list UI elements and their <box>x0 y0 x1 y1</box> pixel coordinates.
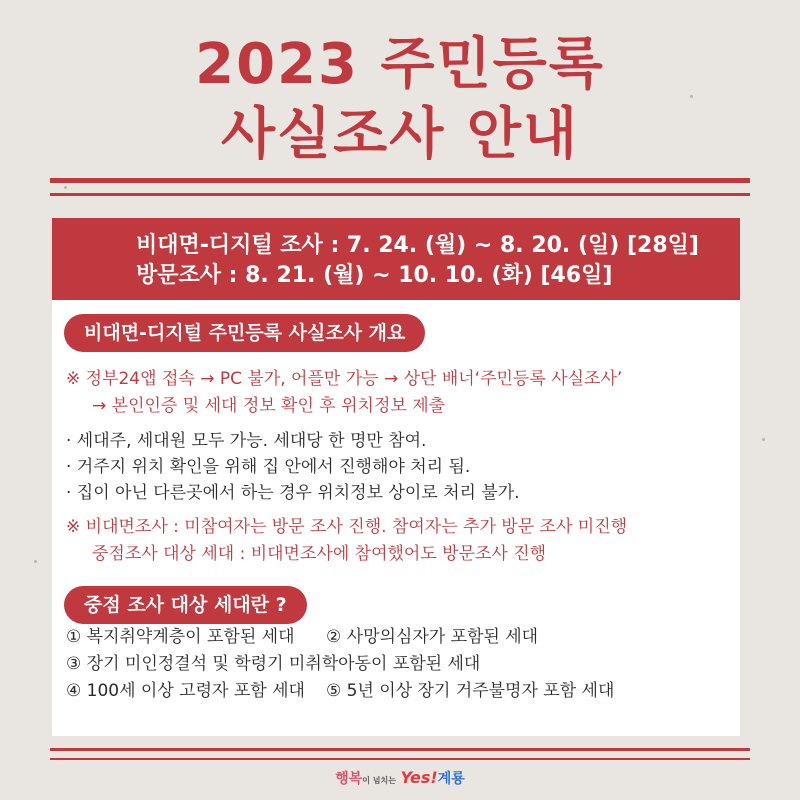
focus-item-5: ⑤ 5년 이상 장기 거주불명자 포함 세대 <box>326 681 615 701</box>
page-title-line1: 2023 주민등록 <box>195 32 605 97</box>
bullet-item: · 집이 아닌 다른곳에서 하는 경우 위치정보 상이로 처리 불가. <box>66 483 520 503</box>
logo-text-happy: 행복 <box>335 771 363 787</box>
focus-item-2: ② 사망의심자가 포함된 세대 <box>326 627 539 647</box>
logo-text-gyeryong: 계룡 <box>437 771 465 787</box>
logo-text-yes: Yes! <box>400 768 438 787</box>
focus-item-4: ④ 100세 이상 고령자 포함 세대 <box>66 681 305 701</box>
bottom-rule-thin <box>50 748 750 751</box>
logo-text-overflowing: 이 넘치는 <box>362 776 396 785</box>
schedule-digital: 비대면-디지털 조사 : 7. 24. (월) ~ 8. 20. (일) [28일] <box>136 233 699 258</box>
section-heading-focus: 중점 조사 대상 세대란 ? <box>64 586 307 624</box>
top-rule-thick <box>50 178 750 183</box>
note-focus-household: 중점조사 대상 세대 : 비대면조사에 참여했어도 방문조사 진행 <box>92 544 547 564</box>
paper-speck <box>34 560 37 563</box>
schedule-visit: 방문조사 : 8. 21. (월) ~ 10. 10. (화) [46일] <box>136 263 613 288</box>
paper-speck <box>762 438 765 441</box>
top-rule-thin <box>50 193 750 196</box>
bullet-item: · 거주지 위치 확인을 위해 집 안에서 진행해야 처리 됨. <box>66 457 471 477</box>
bottom-rule-thick <box>50 758 750 760</box>
note-verification: → 본인인증 및 세대 정보 확인 후 위치정보 제출 <box>92 396 446 416</box>
focus-item-1: ① 복지취약계층이 포함된 세대 <box>66 627 295 647</box>
note-app-access: ※ 정부24앱 접속 → PC 불가, 어플만 가능 → 상단 배너‘주민등록 사실조사’ <box>66 369 623 389</box>
paper-speck <box>64 186 67 189</box>
schedule-banner <box>52 218 740 300</box>
bullet-item: · 세대주, 세대원 모두 가능. 세대당 한 명만 참여. <box>66 431 427 451</box>
note-nonface-survey: ※ 비대면조사 : 미참여자는 방문 조사 진행. 참여자는 추가 방문 조사 미진행 <box>66 517 628 537</box>
section-heading-overview: 비대면-디지털 주민등록 사실조사 개요 <box>64 314 425 352</box>
focus-item-3: ③ 장기 미인정결석 및 학령기 미취학아동이 포함된 세대 <box>66 654 481 674</box>
city-logo <box>0 768 800 788</box>
page-title-line2: 사실조사 안내 <box>220 102 580 167</box>
